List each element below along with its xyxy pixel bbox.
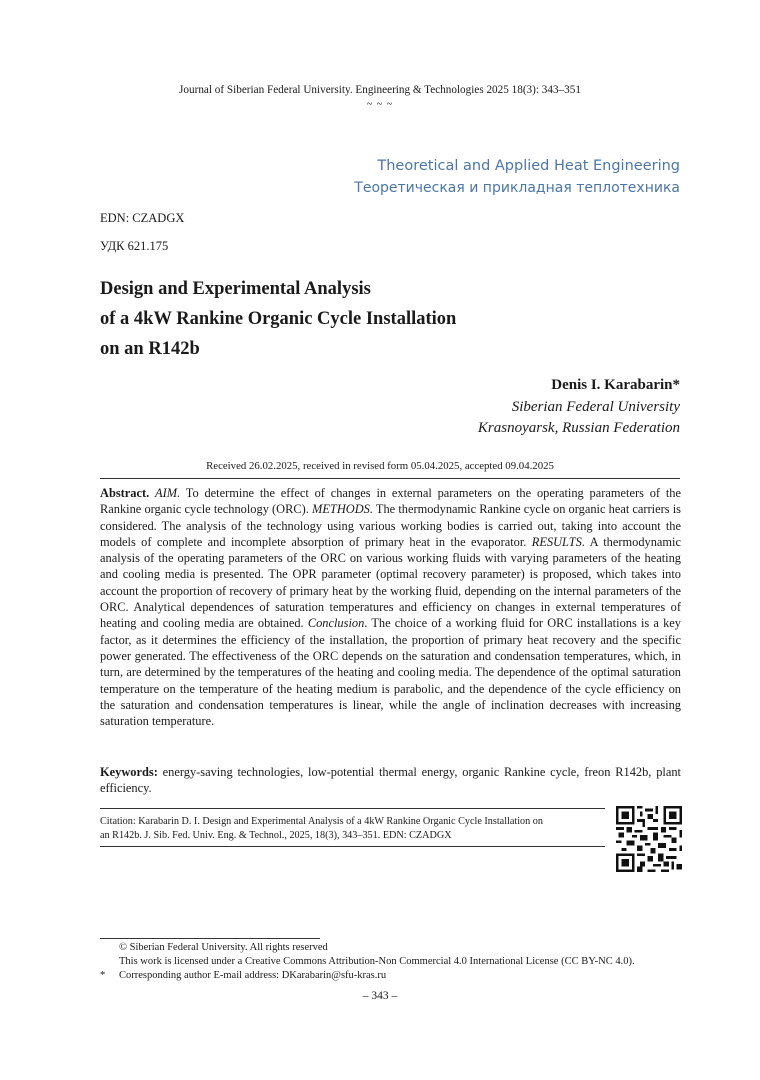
keywords-text: energy-saving technologies, low-potential thermal energy, organic Rankine cycle, freon R142b, plant efficiency. bbox=[100, 765, 681, 796]
results-label: RESULTS bbox=[531, 534, 582, 549]
corresponding-mark: * bbox=[100, 970, 106, 981]
license-notice: This work is licensed under a Creative Commons Attribution-Non Commercial 4.0 International License (CC BY-NC 4.0). bbox=[119, 956, 635, 967]
citation-line-1: Citation: Karabarin D. I. Design and Experimental Analysis of a 4kW Rankine Organic Cycle Installation on bbox=[100, 816, 543, 827]
title-line-3: on an R142b bbox=[100, 339, 200, 359]
aim-text: To determine the effect of changes in external parameters on the operating parameters of the Rankine organic cycle technology (ORC). bbox=[100, 486, 681, 517]
conclusion-label: Conclusion bbox=[307, 616, 365, 631]
citation-divider-bottom bbox=[100, 846, 605, 847]
journal-header: Journal of Siberian Federal University. Engineering & Technologies 2025 18(3): 343–351 bbox=[179, 84, 581, 96]
received-dates: Received 26.02.2025, received in revised form 05.04.2025, accepted 09.04.2025 bbox=[206, 460, 554, 472]
keywords bbox=[100, 764, 681, 797]
title-line-1: Design and Experimental Analysis bbox=[100, 279, 371, 299]
header-separator: ~ ~ ~ bbox=[366, 99, 394, 110]
citation-divider-top bbox=[100, 808, 605, 809]
abstract bbox=[100, 485, 681, 729]
abstract-label: Abstract. bbox=[100, 486, 150, 500]
title-line-2: of a 4kW Rankine Organic Cycle Installation bbox=[100, 309, 457, 329]
methods-label: METHODS. bbox=[312, 502, 373, 517]
author-location: Krasnoyarsk, Russian Federation bbox=[477, 420, 680, 436]
section-title-english: Theoretical and Applied Heat Engineering bbox=[377, 158, 680, 174]
conclusion-text: . The choice of a working fluid for ORC installations is a key factor, as it determines the efficiency of the installation, the proportion of primary heat recovery and the specific power generated. The effectiveness of the ORC depends on the saturation and condensation temperatures, which, in turn, are determined by the temperatures of the heating and cooling media. The dependence of the optimal saturation temperature on the temperature of the heating medium is parabolic, and the dependence of the cycle efficiency on the saturation and condensation temperatures is linear, while the angle of inclination decreases with increasing saturation temperature. bbox=[100, 616, 681, 729]
section-title-russian: Теоретическая и прикладная теплотехника bbox=[354, 180, 680, 196]
copyright-notice: © Siberian Federal University. All rights reserved bbox=[119, 942, 328, 953]
edn-code: EDN: CZADGX bbox=[100, 211, 185, 225]
author-name: Denis I. Karabarin* bbox=[551, 377, 680, 393]
divider bbox=[100, 478, 680, 479]
citation-line-2: an R142b. J. Sib. Fed. Univ. Eng. & Technol., 2025, 18(3), 343–351. EDN: CZADGX bbox=[100, 829, 452, 841]
paper-title bbox=[100, 274, 456, 364]
methods-text: The thermodynamic Rankine cycle on organic heat carriers is considered. The analysis of the technology using various working bodies is carried out, taking into account the models of complete and incomplete absorption of primary heat in the evaporator. bbox=[100, 502, 681, 549]
results-text: . A thermodynamic analysis of the operating parameters of the ORC on various working fluids with varying parameters of the heating and cooling media is presented. The OPR parameter (optimal recovery parameter) is proposed, which takes into account the proportion of recovery of primary heat by the working fluid, depending on the internal parameters of the ORC. Analytical dependences of saturation temperatures and efficiency on changes in external temperatures of heating and cooling media are obtained. bbox=[100, 534, 681, 631]
qr-code-icon[interactable] bbox=[616, 806, 682, 872]
footnote-divider bbox=[100, 938, 320, 939]
udk-code: УДК 621.175 bbox=[100, 239, 169, 253]
corresponding-author-email: Corresponding author E-mail address: DKarabarin@sfu-kras.ru bbox=[119, 970, 387, 981]
page-number: – 343 – bbox=[362, 990, 398, 1002]
aim-label: AIM. bbox=[155, 486, 181, 500]
citation bbox=[100, 815, 607, 842]
keywords-label: Keywords: bbox=[100, 765, 158, 779]
author-affiliation: Siberian Federal University bbox=[511, 399, 680, 415]
